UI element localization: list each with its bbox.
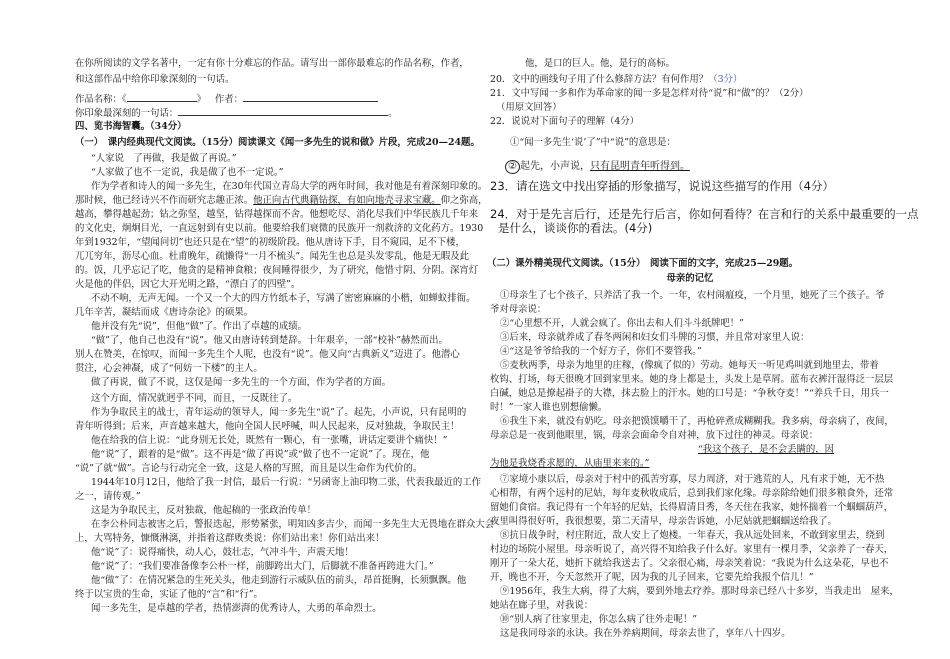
para-line: 上，大骂特务，慷慨淋漓，并指着这群败类说：你们站出来！你们站出来！ [75,533,385,544]
sentence-label: 你印象最深刻的一句话： [75,108,179,119]
question-22: 22．说说对下面句子的理解（4分） [490,116,640,127]
para-line: 时！”一家人谁也别想偷懒。 [490,402,608,413]
para-line: 他在给我的信上说：“此身别无长处，既然有一颗心，有一张嘴，讲话定要讲个痛快！” [91,435,448,446]
author-blank[interactable] [243,92,378,102]
question-21-note: （用原文回答） [496,102,562,113]
section-4-heading: 四、览书海智囊。（34分） [75,121,187,132]
para-line: 这个方面，情况就迥乎不同，而且，一反既往了。 [91,393,298,404]
para-line: 别人在赞美，在惊叹，而闻一多先生个人呢，也没有“说”。他又向“古典新义”迈进了。他潜心 [75,349,460,360]
para-line: 开，晚也不开，今天忽然开了呢，因为我的儿子回来，它要先给我报个信儿！” [490,572,814,583]
para-line: 在李公朴同志被害之后，警报迭起，形势紧张，明知凶多吉少，而闻一多先生大无畏地在群众大会 [91,519,495,530]
para-line: 不动不响，无声无闻。一个又一个大的四方竹纸本子，写满了密密麻麻的小楷，如蝉蚁排衙。 [91,293,476,304]
para-line: 这是我同母亲的永诀。我在外养病期间，母亲去世了，享年八十四岁。 [500,628,791,639]
para-line: 火是他的伴侣，因它大开光明之路，“漂白了的四壁”。 [75,279,301,290]
para-line: “做”了，他自己也没有“说”。他又由唐诗转到楚辞。十年艰辛，一部“校补”赫然而出。 [91,335,448,346]
underlined-sentence: 为他是我烧香求愿的，从庙里来来的。” [490,458,650,469]
para-line: 1944年10月12日，他给了我一封信，最后一行说：“另函寄上油印物二张，代表我最近的工作 [91,477,482,488]
para-line: 做了再说，做了不说，这仅是闻一多先生的一个方面，作为学者的方面。 [91,377,392,388]
para-line: 的文化史，炯炯目光，一直远射到有史以前。他要给我们衰微的民族开一剂救济的文化药方。1930 [75,223,484,234]
passage-tail: 他，是口的巨人。他，是行的高标。 [525,58,676,69]
subsection-2-heading: （二）课外精美现代文阅读。（15分） 阅读下面的文字，完成25—29题。 [487,258,799,269]
para-line: “人家做了也不一定说，我是做了也不一定说。” [91,167,284,178]
para-line: ⑩“别人病了往家里走，你怎么病了往外走呢！” [500,614,698,625]
para-line: “说”了就“做”。言论与行动完全一致，这是人格的写照，而且是以生命作为代价的。 [75,463,423,474]
para-line: 终于以宝贵的生命，实证了他的“言”和“行”。 [75,589,263,600]
para-line: 刚开了一朵大花，她折下就给我送去了。父亲很心痛，母亲笑着说：“我说为什么这朵花，早也不 [490,558,889,569]
para-line: 几年辛苦，凝结而成《唐诗杂论》的硕果。 [75,307,254,318]
intro-line: 和这部作品中给你印象深刻的一句话。 [75,74,235,85]
para-line: 他“做”了：在情况紧急的生死关头，他走到游行示威队伍的前头，昂首挺胸，长须飘飘。他 [91,575,467,586]
para-line: 白碱，她总是撩起褂子的大襟，抹去脸上的汗水。她的口号是：“争秋夺麦！”“养兵千日，用兵一 [490,388,889,399]
para-line: 母亲总是一夜到他眼里，锅，母亲会面命令自对神，放下过往的神灵。母亲说： [490,430,819,441]
para-line: 夜里叫得很好听，我很想要，第二天清早，母亲告诉她，小尼姑就把蝈蝈送给我了。 [490,516,837,527]
question-22-item-2: ② 起先，小声说，只有昆明青年听得到。 [505,160,690,174]
subsection-1-heading: （一） 课内经典现代文阅读。（15分）阅读课文《闻一多先生的说和做》片段，完成20—24题。 [75,137,480,148]
para-line: ⑦家境小康以后，母亲对于村中的孤苦穷寡，尽力周济，对于逃荒的人，凡有求于她，无不热 [500,474,885,485]
underlined-sentence: 他正向古代典籍钻探，有如向地壳寻求宝藏。 [253,195,441,206]
para-line: ③后来，母亲就养成了春冬两闲和妇女们斗牌的习惯，并且常对家里人说： [500,332,810,343]
question-23: 23．请在选文中找出穿插的形象描写，说说这些描写的作用（4分） [490,179,834,193]
para-line: 心相帮，有两个远村的尼姑，每年麦秋收成后，总到我们家化缘。母亲除给她们很多粮食外，还常 [490,488,894,499]
para-line: 青年听得到；后来，声音越来越大，他向全国人民呼喊，叫人民起来，反对独裁，争取民主！ [75,421,460,432]
para-line: ①母亲生了七个孩子，只养活了我一个。一年，农村闹瘟疫，一个月里，她死了三个孩子。爷 [500,290,885,301]
para-line: 闻一多先生，是卓越的学者，热情澎湃的优秀诗人，大勇的革命烈士。 [91,603,382,614]
para-line: 贯注，心会神凝，成了“何妨一下楼”的主人。 [75,363,263,374]
sentence-blank[interactable] [178,106,388,116]
para-line: ⑥我生下来，就没有奶吃。母亲把馍馍嚼干了，再枪碎煮成糊糊我。我多病，母亲病了，夜间， [500,416,894,427]
para-line: 爷对母亲说： [490,304,547,315]
para-line: ②“心里想不开，人就会疯了。你出去和人们斗斗纸牌吧！” [500,318,744,329]
para-line: 她站在廊子里，对我说： [490,600,594,611]
para-line: 年到1932年，“望闻问切”也还只是在“望”的初级阶段。他从唐诗下手，目不窥园，足不下楼， [75,237,465,248]
para-line: ④“这是爷爷给我的一个好方子，你们不要管我。” [500,346,702,357]
sentence-form [75,106,398,120]
para-line: ⑧抗日战争时，村庄附近，敌人安上了炮楼。一年春天，我从远处回来，不敢到家里去，绕到 [500,530,885,541]
question-21: 21．文中写闻一多和作为革命家的闻一多是怎样对待“说”和“做”的？（2分） [490,88,809,99]
author-label: 作者： [214,94,244,105]
question-20: 20．文中的画线句子用了什么修辞方法？有何作用？（3分） [490,74,743,85]
para-line: 村边的场院小屋里。母亲听说了，高兴得不知给我子什么好。家里有一棵月季，父亲养了一春天， [490,544,894,555]
para-line: ⑨1956年，我生大病，得了大病，要到外地去疗养。那时母亲已经八十多岁，当我走出 屋来， [500,586,899,597]
para-line: 他“说”了，跟着的是“做”。这不再是“做了再说”或“做了也不一定说”了。现在，他 [91,449,430,460]
question-24-line2: 是什么，谈谈你的看法。(4分) [498,221,653,235]
para-line: 之一，请传观。” [75,491,141,502]
work-name-close: 》 [196,94,206,105]
para-line: 作为学者和诗人的闻一多先生，在30年代国立青岛大学的两年时间，我对他是有着深刻印象的。 [91,181,488,192]
sentence-end: 。 [388,108,398,119]
work-name-blank[interactable] [127,92,197,102]
para-line: 他“说”了：说得痛快，动人心，鼓壮志，气冲斗牛，声震天地！ [91,547,354,558]
work-name-form [75,92,378,106]
intro-line: 在你所阅读的文学名著中，一定有你十分难忘的作品。请写出一部你最难忘的作品名称，作者， [75,58,469,69]
para-line: 越高，攀得越起劲；钻之弥坚，越坚，钻得越探而不舍。他想吃尽、消化尽我们中华民族几千年来 [75,209,479,220]
para-line: 他并没有先“说”，但他“做”了。作出了卓越的成绩。 [91,321,308,332]
para-line: 留她们食宿。我记得有一个年轻的尼姑，长得眉清目秀，冬天住在我家，她怀揣着一个蝈蝈葫芦， [490,502,894,513]
para-line: 的。饭，几乎忘记了吃，他贪的是精神食粮；夜间睡得很少，为了研究，他惜寸阴、分阴。深宵灯 [75,265,479,276]
para-line: 那时候，他已经诗兴不作而研究志趣正浓。他正向古代典籍钻探，有如向地壳寻求宝藏。仰之弥高， [75,195,488,206]
para-line: 这是为争取民主，反对独裁，他起稿的一张政治传单！ [91,505,317,516]
para-line: “人家说 了再做，我是做了再说。” [91,153,237,164]
para-line: ⑤麦秋两季，母亲为地里的庄稼，(像疯了似的）劳动。她每天一听见鸡叫就到地里去，带着 [500,360,879,371]
para-line: 枚钩、打场，每天很晚才回到家里来。她的身上都是土，头发上是草屑。蓝布衣裤汗湿得泛一层层 [490,374,894,385]
question-20-score: （3分） [708,74,743,85]
work-name-open: 《 [121,94,127,105]
essay-title: 母亲的记忆 [666,273,714,284]
para-line: 他“说”了：“我们要准备像李公朴一样，前脚跨出大门，后脚就不准备再跨进大门。” [91,561,434,572]
para-line: 兀兀穷年，沥尽心血。杜甫晚年，疏懒得“一月不梳头”。闻先生也总是头发零乱，他是无暇及此 [75,251,469,262]
question-24-line1: 24．对于是先言后行，还是先行后言，你如何看待？在言和行的关系中最重要的一点 [490,207,919,221]
para-line: 作为争取民主的战士，青年运动的领导人，闻一多先生“说”了。起先，小声说，只有昆明的 [91,407,467,418]
question-22-item-1: ①“闻一多先生‘说’了”中“说”的意思是： [510,137,676,148]
underlined-sentence: “我这个孩子，是不会丢瞒的，因 [698,444,835,455]
work-name-label: 作品名称： [75,94,122,105]
